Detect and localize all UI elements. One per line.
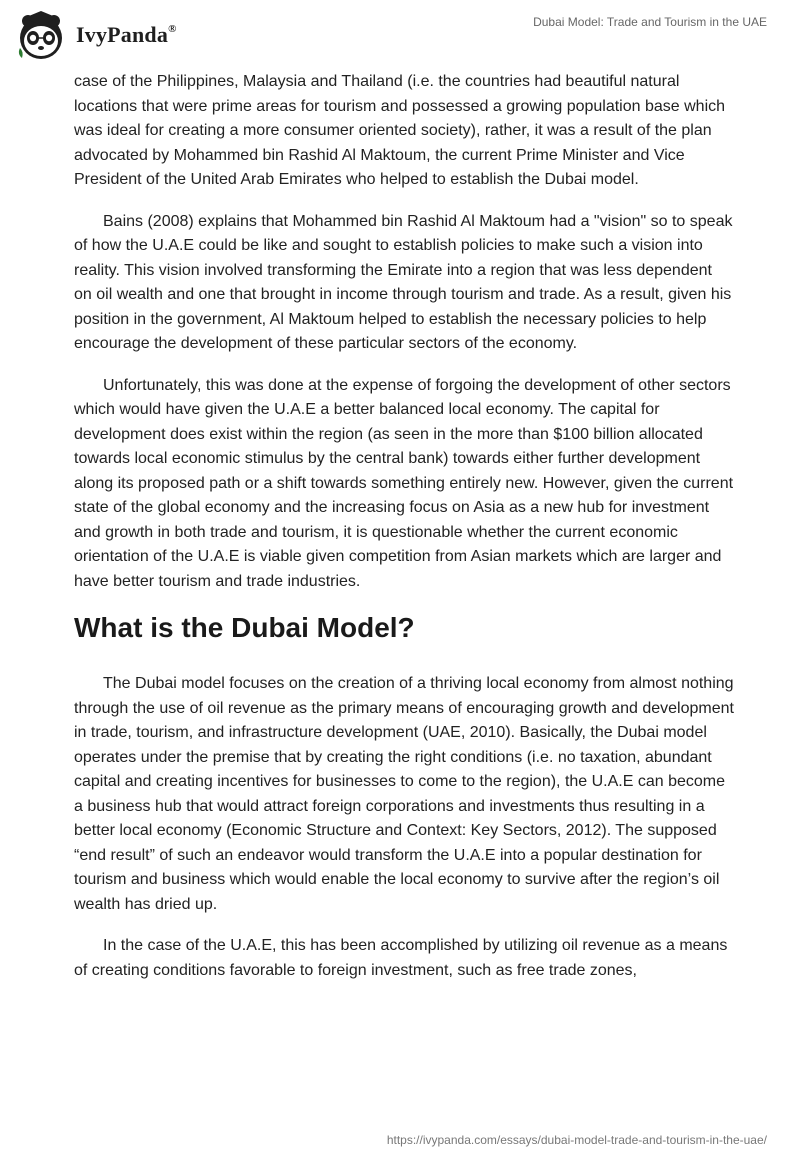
paragraph: Unfortunately, this was done at the expense of forgoing the development of other sectors which would have given the U.A.E a better balanced local economy. The capital for development does exist within the region (as seen in the more than $100 billion allocated towards local economic stimulus by the central bank) towards either further development along its proposed path or a shift towards something entirely new. However, given the current state of the global economy and the increasing focus on Asia as a new hub for investment and growth in both trade and tourism, it is questionable whether the current economic orientation of the U.A.E is viable given competition from Asian markets which are larger and have better tourism and trade industries.: [74, 376, 734, 590]
paragraph: The Dubai model focuses on the creation of a thriving local economy from almost nothing through the use of oil revenue as the primary means of encouraging growth and development in trade, tourism, and infrastructure development (UAE, 2010). Basically, the Dubai model operates under the premise that by creating the right conditions (i.e. no taxation, abundant capital and creating incentives for businesses to come to the region), the U.A.E can become a business hub that would attract foreign corporations and investments thus resulting in a better local economy (Economic Structure and Context: Key Sectors, 2012). The supposed “end result” of such an endeavor would transform the U.A.E into a popular destination for tourism and business which would enable the local economy to survive after the region’s oil wealth has dried up.: [74, 675, 734, 913]
paragraph: case of the Philippines, Malaysia and Thailand (i.e. the countries had beautiful natural locations that were prime areas for tourism and possessed a growing population base which was ideal for creating a more consumer oriented society), rather, it was a result of the plan advocated by Mohammed bin Rashid Al Maktoum, the current Prime Minister and Vice President of the United Arab Emirates who helped to establish the Dubai model.: [74, 73, 726, 188]
document-title: Dubai Model: Trade and Tourism in the UAE: [533, 15, 767, 29]
paragraph: Bains (2008) explains that Mohammed bin Rashid Al Maktoum had a "vision" so to speak of how the U.A.E could be like and sought to establish policies to make such a vision into reality. This vision involved transforming the Emirate into a region that was less dependent on oil wealth and one that brought in income through tourism and trade. As a result, given his position in the government, Al Maktoum helped to establish the necessary policies to help encourage the development of these particular sectors of the economy.: [74, 212, 733, 352]
section-heading: What is the Dubai Model?: [74, 612, 415, 643]
paragraph: In the case of the U.A.E, this has been accomplished by utilizing oil revenue as a means of creating conditions favorable to foreign investment, such as free trade zones,: [74, 937, 728, 979]
brand-name: IvyPanda®: [76, 22, 177, 47]
article-body: [74, 70, 734, 1000]
source-url[interactable]: https://ivypanda.com/essays/dubai-model-trade-and-tourism-in-the-uae/: [386, 1133, 767, 1147]
brand-logo[interactable]: [14, 8, 177, 62]
page-header: [0, 0, 800, 70]
panda-logo-icon: [14, 8, 68, 62]
